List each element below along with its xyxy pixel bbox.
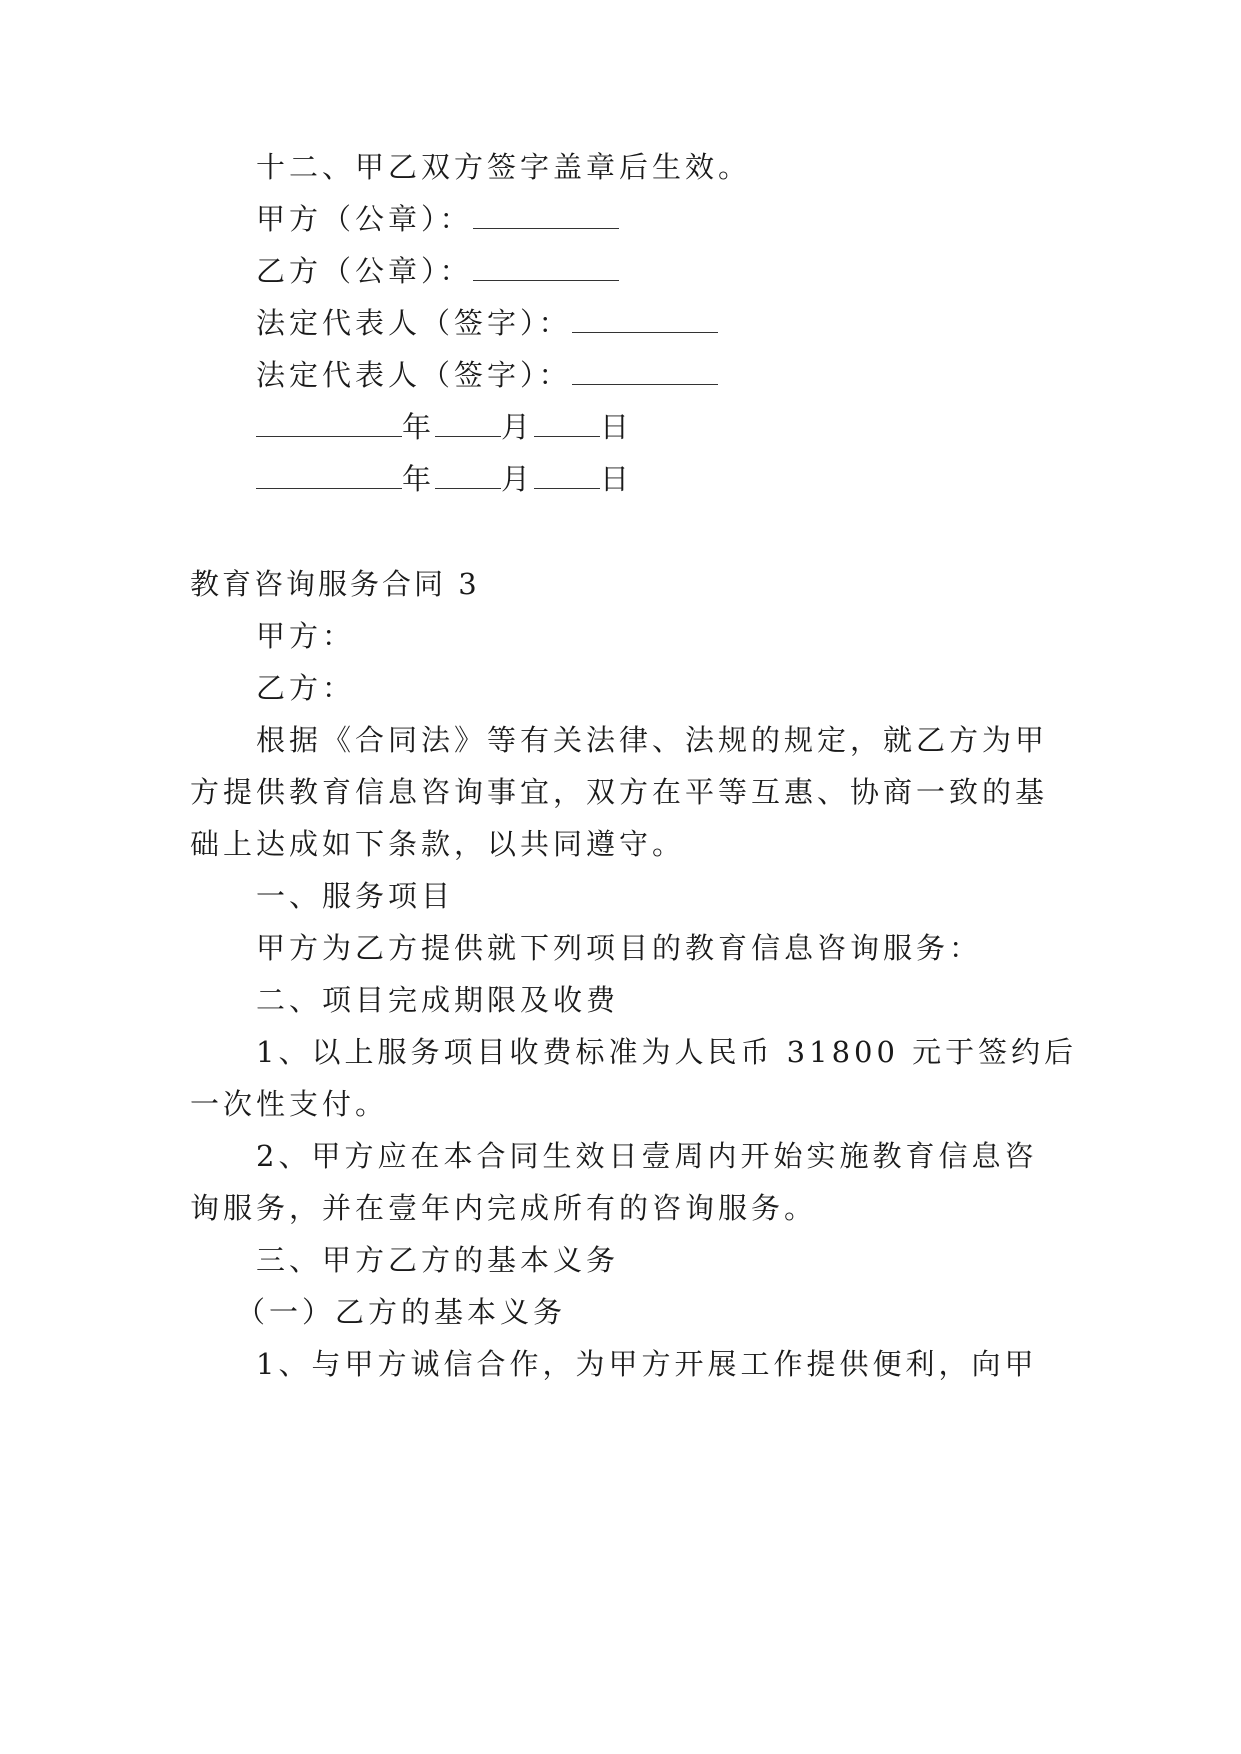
party-a-seal-blank[interactable]: [473, 204, 619, 229]
year-blank-1[interactable]: [256, 412, 402, 437]
date-line-1: [256, 410, 1052, 444]
section-1-text: 甲方为乙方提供就下列项目的教育信息咨询服务：: [256, 931, 983, 965]
party-a-label: 甲方：: [256, 619, 356, 653]
contract-title: 教育咨询服务合同 3: [190, 567, 480, 601]
section-2-item-2-line-2: 询服务，并在壹年内完成所有的咨询服务。: [190, 1191, 818, 1225]
section-2-item-1-line-2: 一次性支付。: [190, 1087, 389, 1121]
party-b-label: 乙方：: [256, 671, 356, 705]
section-3-subheading-1: （一）乙方的基本义务: [236, 1295, 567, 1329]
day-label-1: 日: [600, 410, 634, 444]
party-a-seal-line: [256, 202, 1052, 236]
clause-12: 十二、甲乙双方签字盖章后生效。: [256, 150, 752, 184]
year-blank-2[interactable]: [256, 464, 402, 489]
legal-rep-blank-1[interactable]: [572, 308, 718, 333]
month-label-1: 月: [501, 410, 535, 444]
section-2-heading: 二、项目完成期限及收费: [256, 983, 620, 1017]
day-blank-2[interactable]: [534, 464, 600, 489]
section-2-item-1-line-1: 1、以上服务项目收费标准为人民币 31800 元于签约后: [256, 1035, 1078, 1069]
party-b-seal-line: [256, 254, 1052, 288]
year-label-1: 年: [402, 410, 436, 444]
legal-rep-label-2: 法定代表人（签字）：: [256, 358, 572, 392]
preamble-line-2: 方提供教育信息咨询事宜，双方在平等互惠、协商一致的基: [190, 775, 1049, 809]
day-blank-1[interactable]: [534, 412, 600, 437]
party-a-seal-label: 甲方（公章）：: [256, 202, 473, 236]
section-2-item-2-line-1: 2、甲方应在本合同生效日壹周内开始实施教育信息咨: [256, 1139, 1038, 1173]
preamble-line-3: 础上达成如下条款，以共同遵守。: [190, 827, 686, 861]
section-1-heading: 一、服务项目: [256, 879, 455, 913]
date-line-2: [256, 462, 1052, 496]
section-3-heading: 三、甲方乙方的基本义务: [256, 1243, 620, 1277]
party-b-seal-label: 乙方（公章）：: [256, 254, 473, 288]
month-blank-2[interactable]: [435, 464, 501, 489]
legal-rep-line-1: [256, 306, 1052, 340]
legal-rep-label-1: 法定代表人（签字）：: [256, 306, 572, 340]
day-label-2: 日: [600, 462, 634, 496]
preamble-line-1: 根据《合同法》等有关法律、法规的规定，就乙方为甲: [256, 723, 1049, 757]
month-label-2: 月: [501, 462, 535, 496]
party-b-seal-blank[interactable]: [473, 256, 619, 281]
year-label-2: 年: [402, 462, 436, 496]
section-3-item-1-line-1: 1、与甲方诚信合作，为甲方开展工作提供便利，向甲: [256, 1347, 1038, 1381]
legal-rep-line-2: [256, 358, 1052, 392]
month-blank-1[interactable]: [435, 412, 501, 437]
legal-rep-blank-2[interactable]: [572, 360, 718, 385]
